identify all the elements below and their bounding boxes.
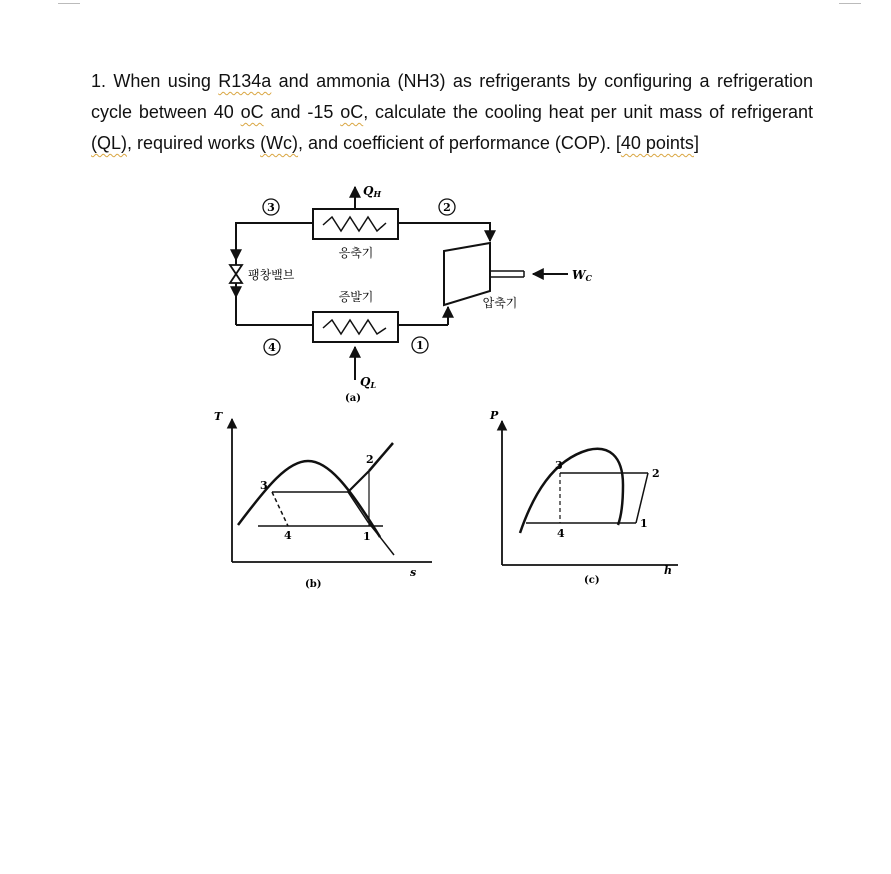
ph-point-4: 4 — [557, 527, 565, 540]
wc-symbol: WC — [572, 268, 592, 283]
ts-point-1: 1 — [363, 530, 371, 543]
qh-symbol: QH — [363, 184, 382, 199]
question-number: 1. — [91, 71, 107, 91]
state-1-label: 1 — [416, 339, 424, 352]
question-body — [91, 71, 813, 153]
spellcheck-underlined-text: (Wc) — [260, 133, 299, 153]
ts-s-axis-label: s — [410, 566, 417, 579]
ph-h-axis-label: h — [664, 564, 672, 577]
compressor-label: 압축기 — [482, 296, 518, 310]
refrigeration-cycle-figure — [208, 165, 694, 597]
question-text-run: , and coefficient of performance (COP). [ — [298, 133, 621, 153]
ts-point-3: 3 — [260, 479, 268, 492]
evaporator-box — [313, 312, 398, 342]
spellcheck-underlined-text: R134a — [218, 71, 272, 91]
pipe-2-to-condenser — [398, 223, 490, 241]
ph-point-1: 1 — [640, 517, 648, 530]
ts-point-2: 2 — [366, 453, 374, 466]
ph-saturation-dome — [520, 449, 623, 533]
expansion-valve-symbol — [230, 265, 242, 283]
question-text-run: ] — [693, 133, 699, 153]
state-4-label: 4 — [268, 341, 276, 354]
spellcheck-underlined-text: oC — [240, 102, 264, 122]
page-corner-mark-right — [839, 0, 861, 4]
question-text-run: When using — [106, 71, 219, 91]
spellcheck-underlined-text: oC — [340, 102, 364, 122]
state-3-label: 3 — [267, 201, 275, 214]
evaporator-coil — [323, 320, 386, 334]
ts-t-axis-label: T — [214, 410, 223, 423]
ph-point-3: 3 — [555, 459, 563, 472]
state-2-label: 2 — [443, 201, 451, 214]
caption-c: (c) — [584, 575, 600, 586]
ph-diagram — [502, 421, 678, 565]
caption-a: (a) — [345, 393, 361, 404]
ts-point-4: 4 — [284, 529, 292, 542]
ql-symbol: QL — [360, 375, 377, 390]
figure-svg — [208, 165, 694, 597]
cycle-schematic — [230, 187, 568, 380]
ph-p-axis-label: P — [490, 409, 499, 422]
expansion-valve-label: 팽창밸브 — [248, 268, 295, 282]
spellcheck-underlined-text: 40 points — [620, 133, 694, 153]
caption-b: (b) — [305, 579, 322, 590]
question-text-run: and ammonia (NH3) as refrigerants by configuring a refrigeration cycle between 40 — [91, 71, 813, 122]
question-text-run: and -15 — [263, 102, 341, 122]
spellcheck-underlined-text: (QL) — [91, 133, 127, 153]
ph-point-2: 2 — [652, 467, 660, 480]
condenser-coil — [323, 217, 386, 231]
question-text-run: , required works — [127, 133, 261, 153]
question-text-run: , calculate the cooling heat per unit mass of refrigerant — [363, 102, 813, 122]
question-text — [91, 66, 813, 159]
pipe-3-to-condenser — [236, 223, 313, 247]
condenser-label: 응축기 — [338, 246, 374, 260]
page-corner-mark-left — [58, 0, 80, 4]
evaporator-label: 증발기 — [338, 290, 374, 304]
